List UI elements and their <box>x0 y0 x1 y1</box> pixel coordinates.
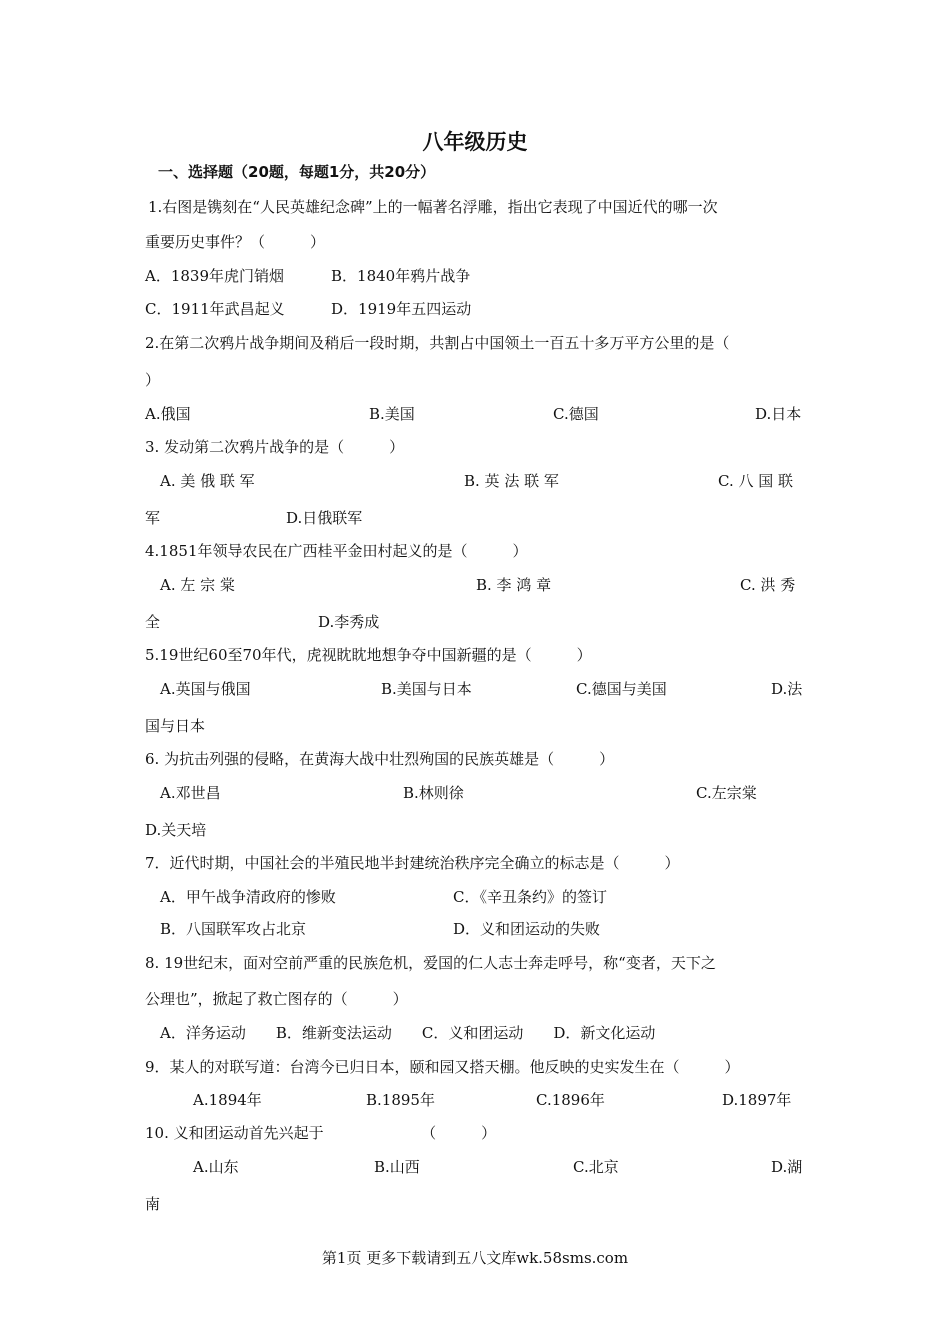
question-2-line-1: 2.在第二次鸦片战争期间及稍后一段时期，共割占中国领土一百五十多万平方公里的是（ <box>145 334 730 352</box>
question-4-option-d: D.李秀成 <box>318 613 380 631</box>
question-10-option-b: B.山西 <box>374 1158 420 1176</box>
question-3-option-d: D.日俄联军 <box>286 509 363 527</box>
question-6-option-a: A.邓世昌 <box>160 784 221 802</box>
question-5-line-1: 5.19世纪60至70年代，虎视眈眈地想争夺中国新疆的是（ ） <box>145 646 592 664</box>
question-1-option-a: A．1839年虎门销烟 <box>145 267 285 285</box>
question-1-option-c: C．1911年武昌起义 <box>145 300 285 318</box>
question-2-option-a: A.俄国 <box>145 405 191 423</box>
question-5-option-b: B.美国与日本 <box>381 680 472 698</box>
question-8-line-1: 8. 19世纪末，面对空前严重的民族危机，爱国的仁人志士奔走呼号，称“变者，天下之 <box>145 954 716 972</box>
question-7-option-d: D．义和团运动的失败 <box>453 920 601 938</box>
page-footer: 第1页 更多下载请到五八文库wk.58sms.com <box>321 1249 629 1267</box>
question-2-option-d: D.日本 <box>755 405 802 423</box>
question-3-option-c-cont: 军 <box>145 509 161 527</box>
question-9-option-a: A.1894年 <box>193 1091 262 1109</box>
question-2-option-c: C.德国 <box>553 405 599 423</box>
question-7-option-c: C．《辛丑条约》的签订 <box>453 888 607 906</box>
question-4-option-a: A. 左 宗 棠 <box>160 576 235 594</box>
section-heading: 一、选择题（20题，每题1分，共20分） <box>158 163 436 181</box>
question-1-line-2: 重要历史事件？（ ） <box>145 233 326 251</box>
question-9-option-c: C.1896年 <box>536 1091 605 1109</box>
question-9-option-d: D.1897年 <box>722 1091 792 1109</box>
question-2-line-2: ） <box>145 371 161 389</box>
question-5-option-a: A.英国与俄国 <box>160 680 251 698</box>
question-10-option-c: C.北京 <box>573 1158 619 1176</box>
question-7-option-b: B．八国联军攻占北京 <box>160 920 307 938</box>
question-5-option-d-cont: 国与日本 <box>145 717 206 735</box>
question-5-option-c: C.德国与美国 <box>576 680 667 698</box>
question-5-option-d: D.法 <box>771 680 803 698</box>
question-3-option-a: A. 美 俄 联 军 <box>160 472 255 490</box>
question-6-option-b: B.林则徐 <box>403 784 464 802</box>
question-9-option-b: B.1895年 <box>366 1091 435 1109</box>
question-1-line-1: 1.右图是镌刻在“人民英雄纪念碑”上的一幅著名浮雕，指出它表现了中国近代的哪一次 <box>148 198 718 216</box>
question-3-line-1: 3. 发动第二次鸦片战争的是（ ） <box>145 438 405 456</box>
question-1-option-b: B．1840年鸦片战争 <box>331 267 471 285</box>
question-10-option-d-cont: 南 <box>145 1195 161 1213</box>
question-4-line-1: 4.1851年领导农民在广西桂平金田村起义的是（ ） <box>145 542 528 560</box>
question-2-option-b: B.美国 <box>369 405 415 423</box>
question-10-option-d: D.湖 <box>771 1158 803 1176</box>
question-8-options: A．洋务运动 B．维新变法运动 C．义和团运动 D．新文化运动 <box>160 1024 656 1042</box>
question-4-option-c-cont: 全 <box>145 613 161 631</box>
question-4-option-b: B. 李 鸿 章 <box>476 576 552 594</box>
question-1-option-d: D．1919年五四运动 <box>331 300 472 318</box>
question-3-option-b: B. 英 法 联 军 <box>464 472 559 490</box>
question-4-option-c: C. 洪 秀 <box>740 576 796 594</box>
question-8-line-2: 公理也”，掀起了救亡图存的（ ） <box>145 990 408 1008</box>
question-6-option-c: C.左宗棠 <box>696 784 757 802</box>
question-3-option-c: C. 八 国 联 <box>718 472 794 490</box>
question-10-option-a: A.山东 <box>193 1158 239 1176</box>
page-title: 八年级历史 <box>422 130 528 154</box>
question-7-line-1: 7．近代时期，中国社会的半殖民地半封建统治秩序完全确立的标志是（ ） <box>145 854 680 872</box>
question-9-line-1: 9．某人的对联写道：台湾今已归日本，颐和园又搭天棚。他反映的史实发生在（ ） <box>145 1058 740 1076</box>
question-6-option-d: D.关天培 <box>145 821 207 839</box>
question-7-option-a: A．甲午战争清政府的惨败 <box>160 888 336 906</box>
question-10-line-1: 10. 义和团运动首先兴起于 （ ） <box>145 1124 497 1142</box>
question-6-line-1: 6. 为抗击列强的侵略，在黄海大战中壮烈殉国的民族英雄是（ ） <box>145 750 615 768</box>
